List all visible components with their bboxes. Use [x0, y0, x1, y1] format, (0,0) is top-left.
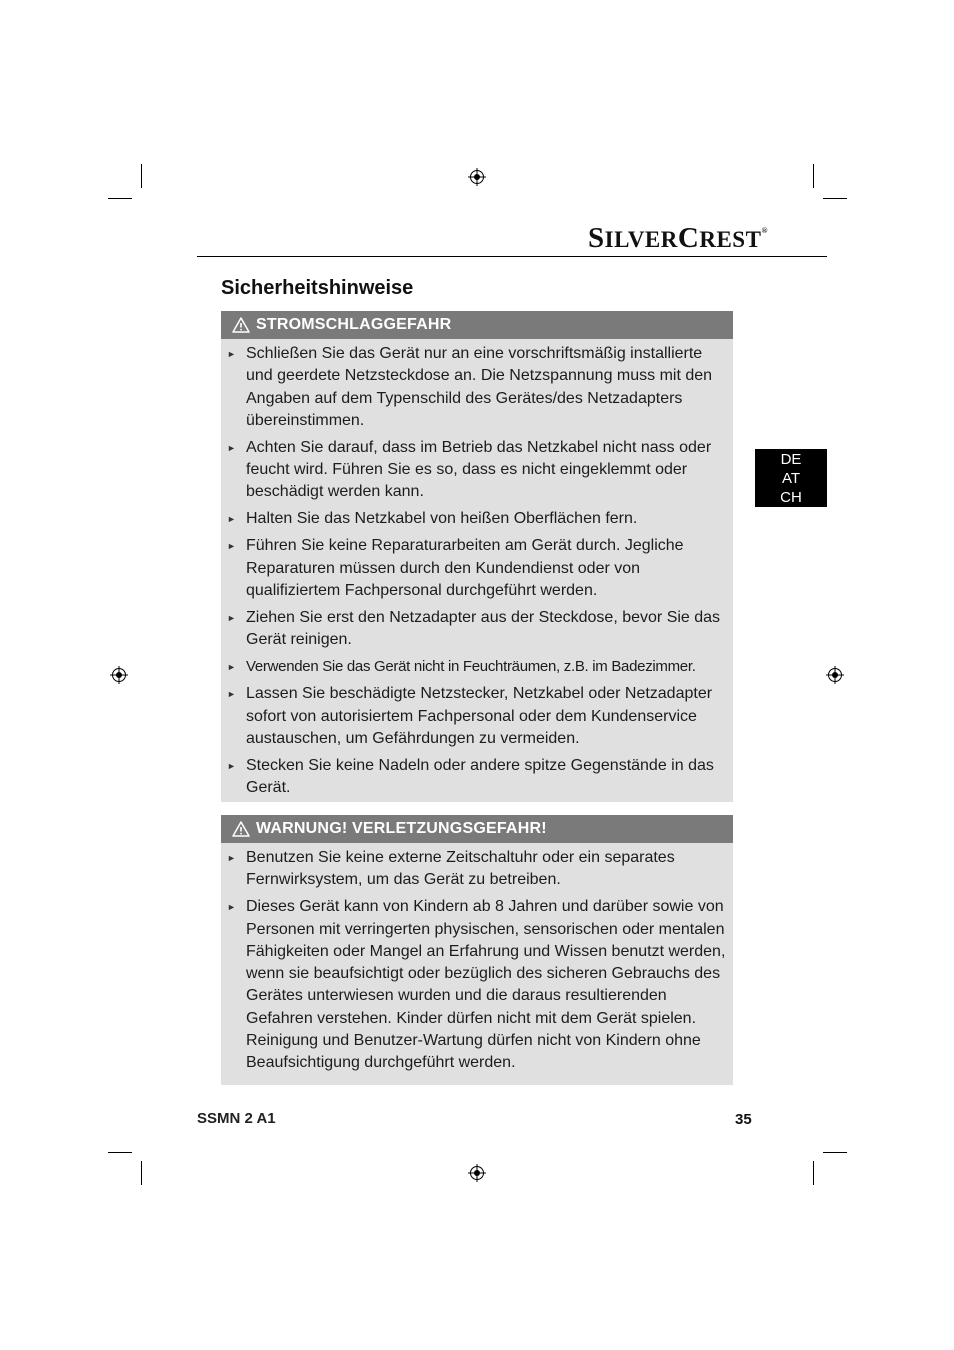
crop-mark: [813, 164, 814, 188]
footer-model-number: SSMN 2 A1: [197, 1110, 276, 1127]
warning-triangle-icon: [232, 821, 250, 837]
warning-heading: WARNUNG! VERLETZUNGSGEFAHR!: [256, 820, 547, 837]
safety-list: [221, 843, 733, 1075]
triangle-right-bullet-icon: ►: [227, 514, 236, 525]
language-code: AT: [781, 470, 801, 487]
list-item: ► Ziehen Sie erst den Netzadapter aus der Steckdose, bevor Sie das Gerät reinigen.: [227, 609, 721, 649]
list-item: ► Achten Sie darauf, dass im Betrieb das Netzkabel nicht nass oder feucht wird. Führen Sie es so, dass es nicht eingeklemmt oder beschädigt werden kann.: [227, 438, 712, 501]
list-item: ► Benutzen Sie keine externe Zeitschaltuhr oder ein separates Fernwirksystem, um das Gerät zu betreiben.: [227, 849, 675, 889]
triangle-right-bullet-icon: ►: [227, 349, 236, 359]
crop-mark: [141, 164, 142, 188]
list-item: ► Führen Sie keine Reparaturarbeiten am Gerät durch. Jegliche Reparaturen müssen durch den Kundendienst oder von qualifiziertem Fachpersonal durchgeführt werden.: [227, 537, 684, 600]
warning-heading: STROMSCHLAGGEFAHR: [256, 316, 452, 333]
list-item: ► Stecken Sie keine Nadeln oder andere spitze Gegenstände in das Gerät.: [227, 756, 714, 797]
list-item: ► Verwenden Sie das Gerät nicht in Feuchträumen, z.B. im Badezimmer.: [246, 656, 727, 678]
list-item: ► Dieses Gerät kann von Kindern ab 8 Jahren und darüber sowie von Personen mit verringerten physischen, sensorischen oder mentalen Fähigkeiten oder Mangel an Erfahrung und Wissen benutzt werden, wenn sie beaufsichtigt oder bezüglich des sicheren Gebrauchs des Gerätes unterwiesen wurden und die daraus resultierenden Gefahren verstehen. Kinder dürfen nicht mit dem Gerät spielen. Reinigung und Benutzer-Wartung dürfen nicht von Kindern ohne Beaufsichtigung durchgeführt werden.: [227, 898, 726, 1072]
crop-mark: [813, 1161, 814, 1185]
warning-box-injury: [221, 815, 733, 1085]
brand-logo: SILVERCREST®: [588, 222, 768, 254]
list-item: ► Schließen Sie das Gerät nur an eine vorschriftsmäßig installierte und geerdete Netzsteckdose an. Die Netzspannung muss mit den Angaben auf dem Typenschild des Gerätes/des Netzadapters übereinstimmen.: [227, 345, 713, 429]
registration-mark-icon: [826, 666, 844, 684]
language-code: CH: [780, 489, 802, 506]
crop-mark: [141, 1161, 142, 1185]
language-tab: [755, 449, 827, 507]
triangle-right-bullet-icon: ►: [227, 541, 236, 552]
warning-box-header: [221, 815, 733, 843]
list-item: ► Lassen Sie beschädigte Netzstecker, Netzkabel oder Netzadapter sofort von autorisiertem Fachpersonal oder dem Kundenservice austauschen, um Gefährdungen zu vermeiden.: [227, 685, 713, 747]
registration-mark-icon: [468, 1164, 486, 1182]
footer-page-number: 35: [735, 1111, 752, 1128]
safety-list: [221, 339, 733, 799]
registration-mark-icon: [110, 666, 128, 684]
triangle-right-bullet-icon: ►: [227, 689, 236, 700]
crop-mark: [108, 1152, 132, 1153]
list-item: ► Halten Sie das Netzkabel von heißen Oberflächen fern.: [246, 508, 727, 530]
warning-box-header: [221, 311, 733, 339]
triangle-right-bullet-icon: ►: [227, 853, 236, 863]
warning-box-electric-shock: [221, 311, 733, 802]
triangle-right-bullet-icon: ►: [227, 902, 236, 913]
registration-mark-icon: [468, 168, 486, 186]
warning-triangle-icon: [232, 317, 250, 333]
crop-mark: [823, 198, 847, 199]
triangle-right-bullet-icon: ►: [227, 613, 236, 624]
header-rule: [197, 256, 827, 257]
crop-mark: [823, 1152, 847, 1153]
page-title: Sicherheitshinweise: [221, 277, 414, 299]
crop-mark: [108, 198, 132, 199]
triangle-right-bullet-icon: ►: [227, 442, 236, 453]
triangle-right-bullet-icon: ►: [227, 760, 236, 771]
triangle-right-bullet-icon: ►: [227, 662, 236, 673]
language-code: DE: [780, 451, 802, 468]
